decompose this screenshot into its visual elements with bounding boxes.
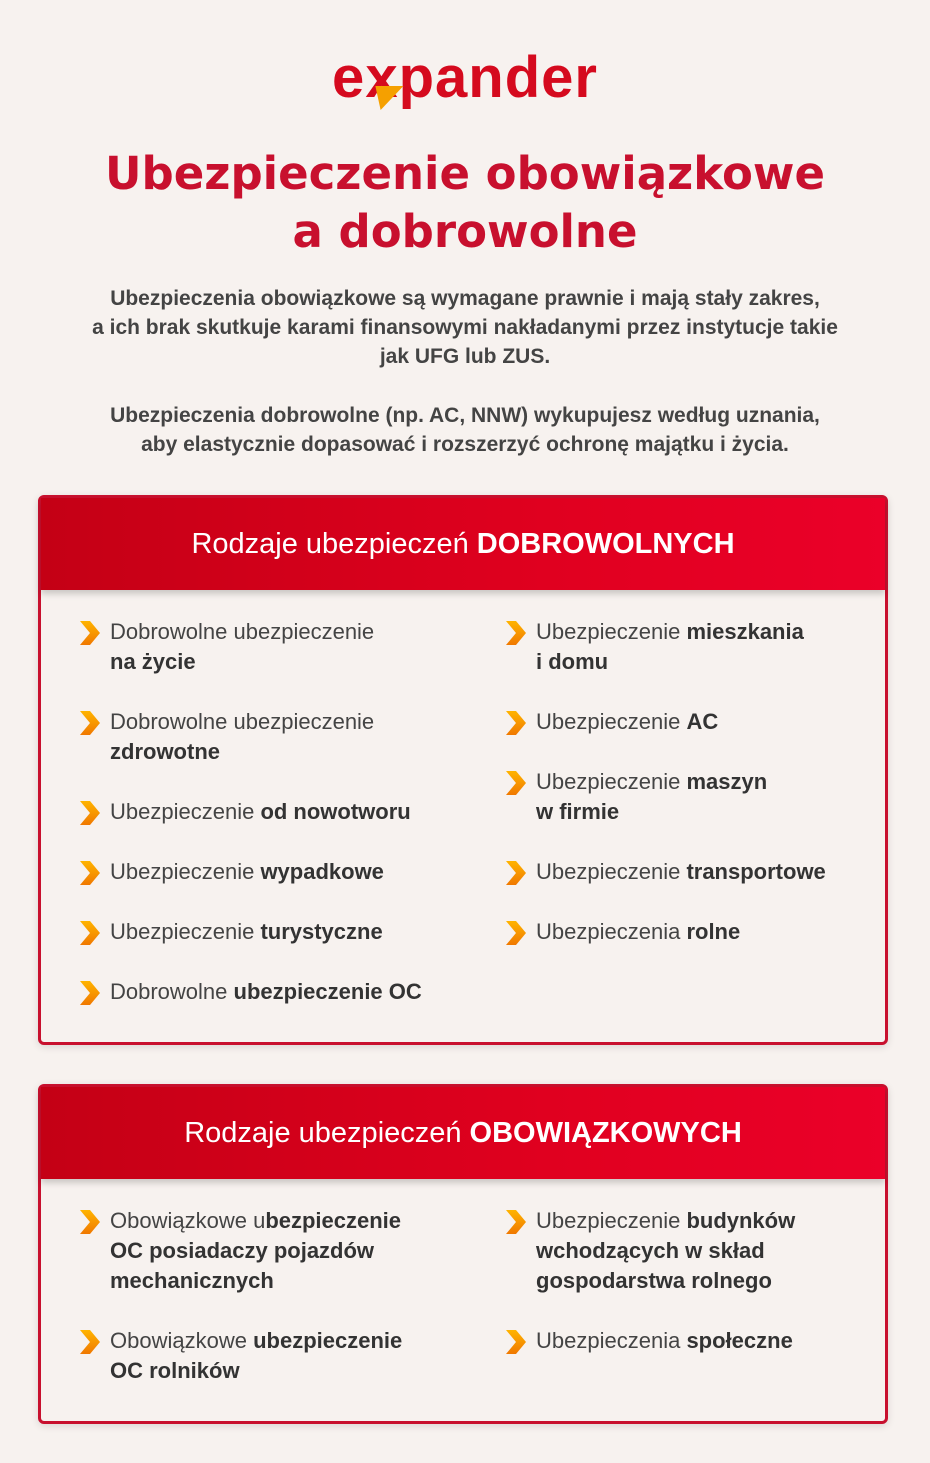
list-item-bold: budynków — [686, 1208, 796, 1233]
voluntary-list-item — [504, 767, 767, 827]
list-item-line — [504, 617, 804, 647]
mandatory-list-item — [504, 1326, 793, 1356]
list-item-bold: od nowotworu — [260, 799, 411, 824]
list-item-regular: Dobrowolne ubezpieczenie — [110, 709, 375, 734]
list-item-bold: ubezpieczenie OC — [233, 979, 422, 1004]
chevron-right-icon — [78, 801, 100, 825]
list-item-regular: Ubezpieczenie — [110, 859, 261, 884]
list-item-regular: Obowiązkowe u — [110, 1208, 266, 1233]
chevron-right-icon — [78, 1330, 100, 1354]
list-item-line — [78, 977, 422, 1007]
intro-line: aby elastycznie dopasować i rozszerzyć ochronę majątku i życia. — [141, 433, 789, 456]
list-item-line — [78, 797, 411, 827]
list-item-regular: Dobrowolne ubezpieczenie — [110, 619, 375, 644]
logo-suffix: pander — [398, 45, 598, 110]
chevron-right-icon — [504, 861, 526, 885]
voluntary-list-item — [504, 617, 804, 677]
list-item-line — [504, 1326, 793, 1356]
list-item-bold: na życie — [110, 649, 196, 674]
intro-line: Ubezpieczenia dobrowolne (np. AC, NNW) wykupujesz według uznania, — [110, 404, 820, 427]
page-title-line2: a dobrowolne — [292, 205, 638, 258]
list-item-line — [78, 917, 383, 947]
list-item-line — [78, 737, 374, 767]
intro-line: Ubezpieczenia obowiązkowe są wymagane prawnie i mają stały zakres, — [110, 287, 820, 310]
mandatory-insurance-card — [38, 1084, 888, 1424]
list-item-regular: Ubezpieczenie — [536, 859, 687, 884]
intro-line: jak UFG lub ZUS. — [379, 345, 551, 368]
voluntary-list-item — [78, 977, 422, 1007]
list-item-line — [504, 1206, 795, 1236]
page-title-line1: Ubezpieczenie obowiązkowe — [105, 147, 825, 200]
list-item-line — [504, 797, 767, 827]
list-item-bold: wypadkowe — [260, 859, 384, 884]
list-item-regular: Ubezpieczenia — [536, 1328, 687, 1353]
chevron-right-icon — [504, 1330, 526, 1354]
list-item-bold: w firmie — [536, 799, 620, 824]
voluntary-list-item — [504, 917, 740, 947]
list-item-line — [504, 707, 718, 737]
list-item-bold: zdrowotne — [110, 739, 220, 764]
list-item-line — [504, 1236, 795, 1266]
list-item-line — [78, 857, 384, 887]
chevron-right-icon — [504, 621, 526, 645]
list-item-regular: Ubezpieczenie — [536, 619, 687, 644]
list-item-regular: Ubezpieczenie — [110, 799, 261, 824]
list-item-line — [78, 1206, 401, 1236]
list-item-bold: wchodzących w skład — [536, 1238, 765, 1263]
voluntary-card-header — [41, 498, 885, 590]
list-item-bold: maszyn — [686, 769, 768, 794]
list-item-regular: Ubezpieczenia — [536, 919, 687, 944]
list-item-regular: Ubezpieczenie — [536, 1208, 687, 1233]
list-item-bold: AC — [686, 709, 719, 734]
voluntary-list-item — [78, 617, 374, 677]
list-item-regular: Ubezpieczenie — [536, 769, 687, 794]
chevron-right-icon — [78, 1210, 100, 1234]
list-item-line — [78, 707, 374, 737]
mandatory-list-item — [504, 1206, 795, 1296]
list-item-line — [78, 1236, 401, 1266]
chevron-right-icon — [504, 921, 526, 945]
card-heading-regular: Rodzaje ubezpieczeń — [191, 527, 469, 560]
voluntary-list-item — [504, 857, 826, 887]
list-item-regular: Obowiązkowe — [110, 1328, 254, 1353]
chevron-right-icon — [78, 981, 100, 1005]
list-item-line — [504, 767, 767, 797]
card-heading-regular: Rodzaje ubezpieczeń — [184, 1116, 462, 1149]
voluntary-list-item — [78, 857, 384, 887]
voluntary-list-item — [78, 707, 374, 767]
list-item-bold: gospodarstwa rolnego — [536, 1268, 772, 1293]
list-item-regular: Ubezpieczenie — [536, 709, 687, 734]
list-item-line — [78, 1356, 402, 1386]
list-item-line — [504, 917, 740, 947]
list-item-bold: i domu — [536, 649, 609, 674]
list-item-bold: społeczne — [686, 1328, 793, 1353]
mandatory-list-item — [78, 1206, 401, 1296]
list-item-bold: OC rolników — [110, 1358, 240, 1383]
mandatory-card-header — [41, 1087, 885, 1179]
list-item-bold: mieszkania — [686, 619, 804, 644]
list-item-line — [504, 1266, 795, 1296]
intro-paragraph-voluntary — [40, 401, 890, 459]
list-item-bold: bezpieczenie — [265, 1208, 402, 1233]
chevron-right-icon — [78, 861, 100, 885]
list-item-line — [504, 647, 804, 677]
intro-paragraph-mandatory — [40, 284, 890, 371]
voluntary-list-item — [78, 797, 411, 827]
list-item-bold: mechanicznych — [110, 1268, 274, 1293]
chevron-right-icon — [504, 771, 526, 795]
list-item-bold: turystyczne — [260, 919, 383, 944]
list-item-line — [78, 647, 374, 677]
voluntary-list-item — [78, 917, 383, 947]
list-item-bold: rolne — [686, 919, 741, 944]
intro-line: a ich brak skutkuje karami finansowymi nakładanymi przez instytucje takie — [92, 316, 838, 339]
voluntary-insurance-card — [38, 495, 888, 1045]
chevron-right-icon — [504, 711, 526, 735]
list-item-line — [504, 857, 826, 887]
list-item-line — [78, 617, 374, 647]
voluntary-list-item — [504, 707, 718, 737]
card-heading-bold: DOBROWOLNYCH — [476, 527, 735, 560]
chevron-right-icon — [504, 1210, 526, 1234]
list-item-line — [78, 1326, 402, 1356]
list-item-line — [78, 1266, 401, 1296]
list-item-bold: transportowe — [686, 859, 826, 884]
list-item-regular: Dobrowolne — [110, 979, 234, 1004]
list-item-regular: Ubezpieczenie — [110, 919, 261, 944]
chevron-right-icon — [78, 621, 100, 645]
chevron-right-icon — [78, 711, 100, 735]
expander-logo — [0, 38, 930, 118]
logo-letter-x: x — [365, 38, 398, 118]
logo-letter-e: e — [332, 45, 366, 110]
list-item-bold: ubezpieczenie — [253, 1328, 403, 1353]
chevron-right-icon — [78, 921, 100, 945]
mandatory-list-item — [78, 1326, 402, 1386]
page-title — [0, 145, 930, 261]
card-heading-bold: OBOWIĄZKOWYCH — [469, 1116, 742, 1149]
list-item-bold: OC posiadaczy pojazdów — [110, 1238, 375, 1263]
